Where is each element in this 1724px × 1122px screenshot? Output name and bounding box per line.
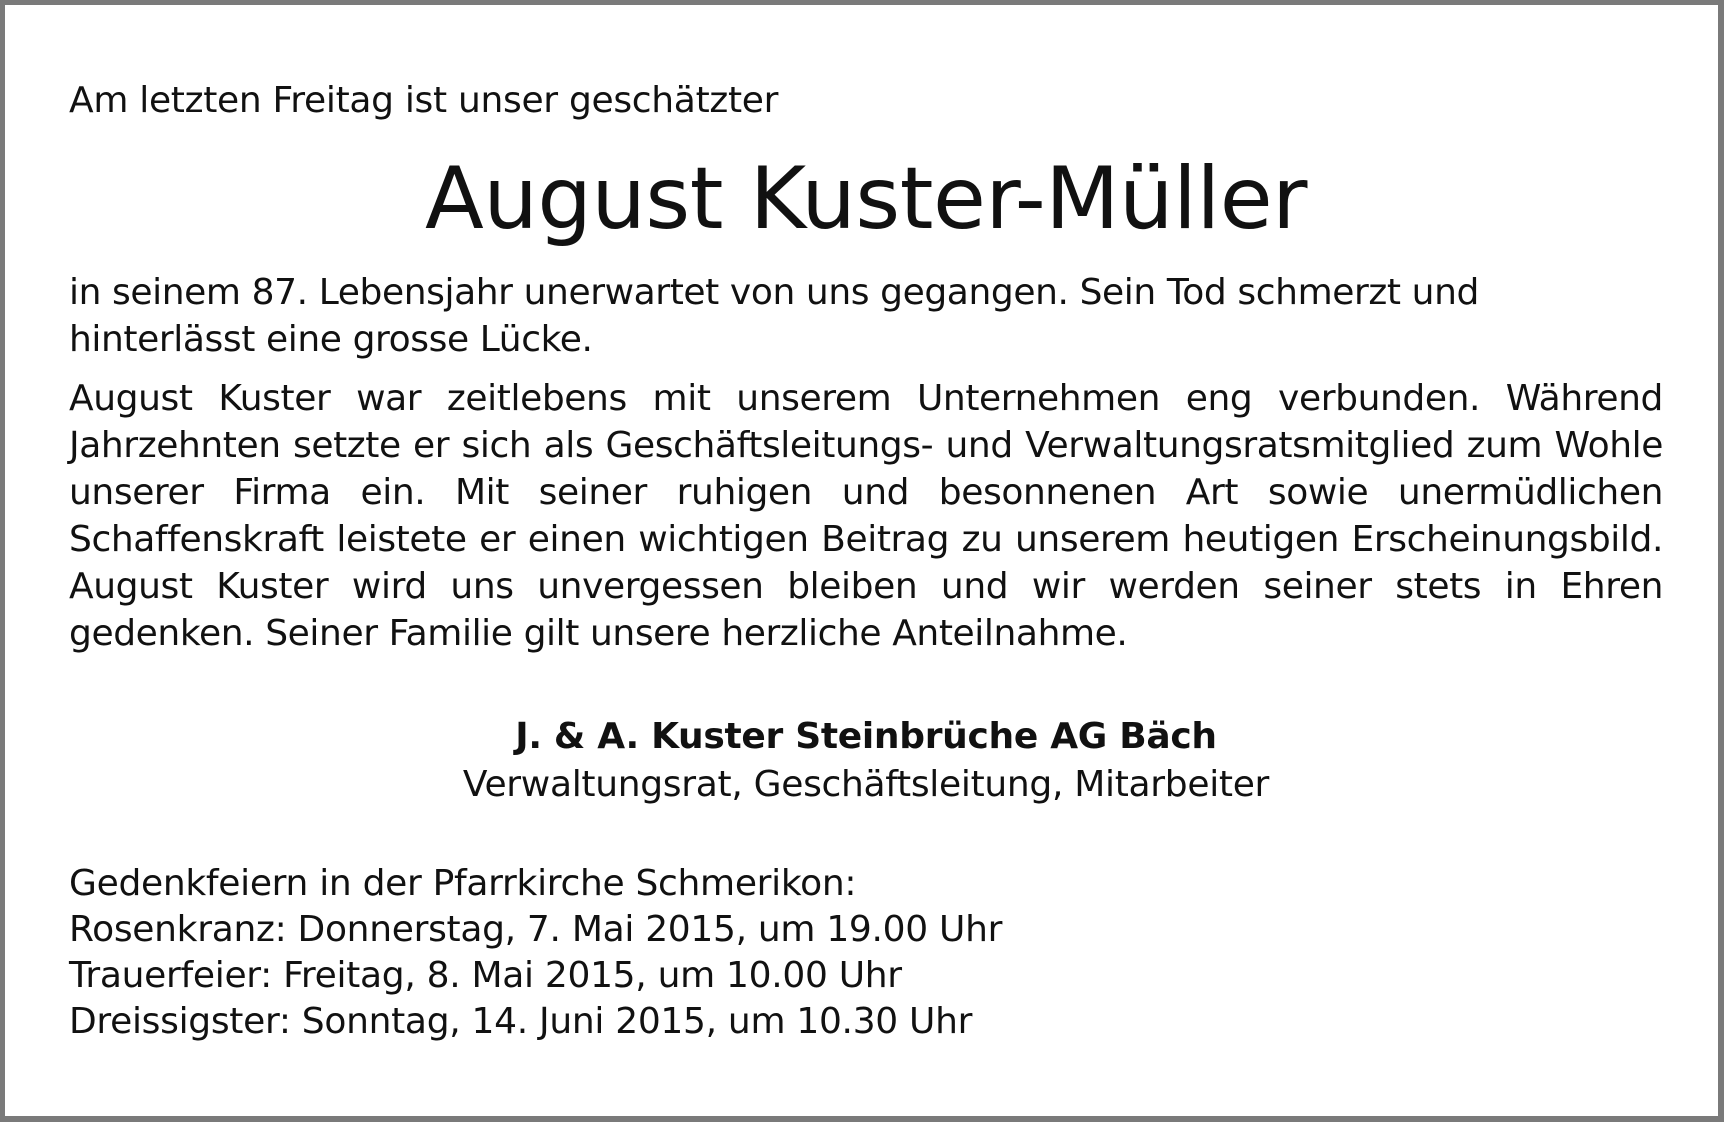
- company-name: J. & A. Kuster Steinbrüche AG Bäch: [515, 716, 1217, 757]
- services-heading: Gedenkfeiern in der Pfarrkirche Schmerikon:: [69, 863, 857, 904]
- intro-line: Am letzten Freitag ist unser geschätzter: [69, 80, 779, 121]
- service-funeral: Trauerfeier: Freitag, 8. Mai 2015, um 10.00 Uhr: [69, 955, 902, 996]
- signers-line: Verwaltungsrat, Geschäftsleitung, Mitarbeiter: [462, 764, 1270, 805]
- service-thirtieth-day: Dreissigster: Sonntag, 14. Juni 2015, um 10.30 Uhr: [69, 1001, 973, 1042]
- service-rosary: Rosenkranz: Donnerstag, 7. Mai 2015, um 19.00 Uhr: [69, 909, 1003, 950]
- paragraph-life-age: in seinem 87. Lebensjahr unerwartet von uns gegangen. Sein Tod schmerzt und hinterlässt eine grosse Lücke.: [69, 272, 1479, 360]
- paragraph-tribute: August Kuster war zeitlebens mit unserem Unternehmen eng verbunden. Während Jahrzehnten setzte er sich als Geschäftsleitungs- und Verwaltungsratsmitglied zum Wohle unserer Firma ein. Mit seiner ruhigen und besonnenen Art sowie unermüdlichen Schaffenskraft leistete er einen wichtigen Beitrag zu unserem heutigen Erscheinungsbild. August Kuster wird uns unvergessen bleiben und wir werden seiner stets in Ehren gedenken. Seiner Familie gilt unsere herzliche Anteilnahme.: [69, 378, 1663, 654]
- memorial-services: [69, 861, 1663, 1045]
- deceased-name: August Kuster-Müller: [425, 149, 1307, 249]
- signature-block: [69, 713, 1663, 809]
- notice-content: [69, 77, 1663, 1045]
